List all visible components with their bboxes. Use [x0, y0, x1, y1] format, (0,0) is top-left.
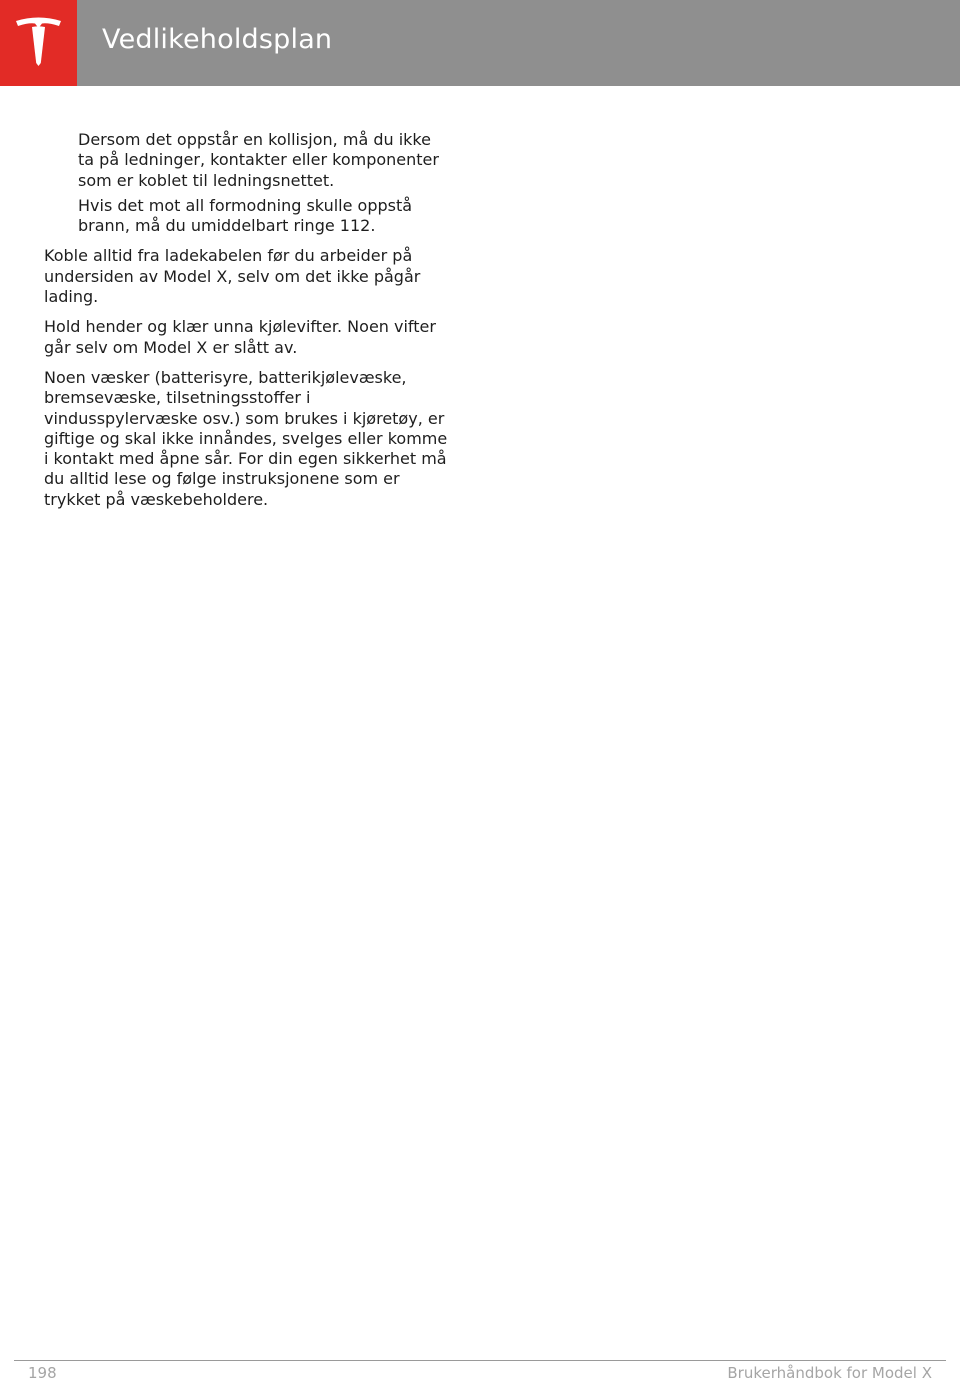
page-title: Vedlikeholdsplan [102, 24, 333, 55]
page-number: 198 [28, 1364, 57, 1382]
tesla-logo-icon [14, 15, 63, 67]
warning-collision-text: Dersom det oppstår en kollisjon, må du ikke ta på ledninger, kontakter eller komponenter som er koblet til ledningsnettet. [78, 130, 439, 190]
page-content [44, 130, 449, 520]
cooling-fans-paragraph: Hold hender og klær unna kjølevifter. Noen vifter går selv om Model X er slått av. [44, 317, 436, 357]
page-header [0, 0, 960, 86]
charging-cable-paragraph: Koble alltid fra ladekabelen før du arbeider på undersiden av Model X, selv om det ikke pågår lading. [44, 246, 421, 307]
fluids-paragraph: Noen væsker (batterisyre, batterikjølevæske, bremsevæske, tilsetningsstoffer i vindusspylervæske osv.) som brukes i kjøretøy, er giftige og skal ikke innåndes, svelges eller komme i kontakt med åpne sår. For din egen sikkerhet må du alltid lese og følge instruksjonene som er trykket på væskebeholdere. [44, 367, 448, 509]
warning-fire-text: Hvis det mot all formodning skulle oppstå brann, må du umiddelbart ringe 112. [78, 195, 413, 236]
footer-divider [14, 1360, 946, 1361]
footer-document-title: Brukerhåndbok for Model X [727, 1364, 932, 1382]
tesla-logo [0, 0, 77, 86]
